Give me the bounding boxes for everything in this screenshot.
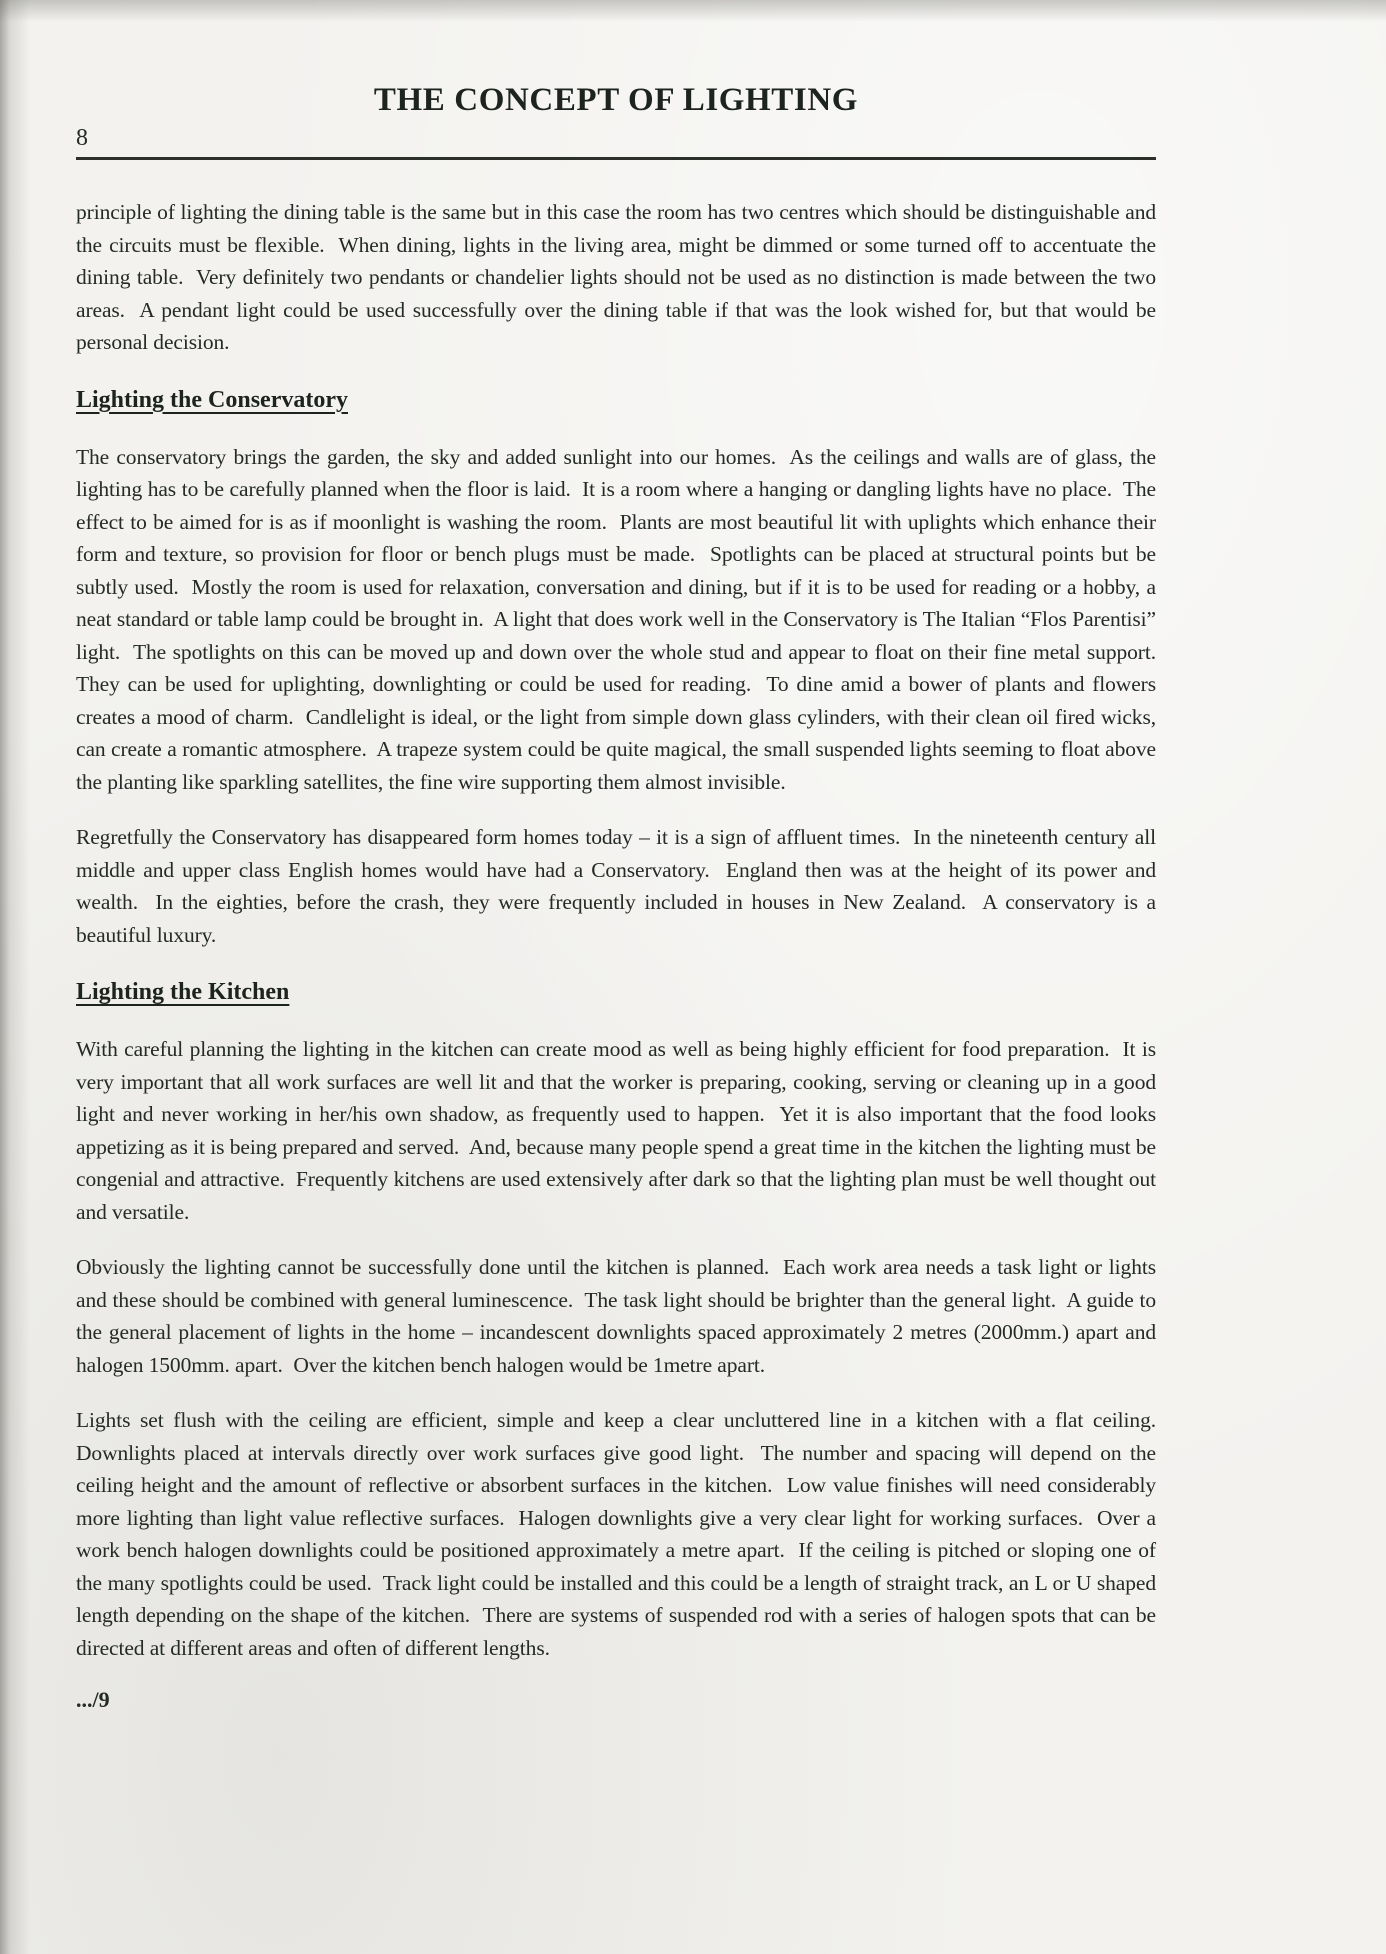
header-rule xyxy=(76,157,1156,160)
section-heading-kitchen: Lighting the Kitchen xyxy=(76,979,290,1005)
kitchen-paragraph-3: Lights set flush with the ceiling are efficient, simple and keep a clear uncluttered line in a kitchen with a flat ceiling. Downlights placed at intervals directly over work surfaces give good light. The number and spacing will depend on the ceiling height and the amount of reflective or absorbent surfaces in the kitchen. Low value finishes will need considerably more lighting than light value reflective surfaces. Halogen downlights give a very clear light for working surfaces. Over a work bench halogen downlights could be positioned approximately a metre apart. If the ceiling is pitched or sloping one of the many spotlights could be used. Track light could be installed and this could be a length of straight track, an L or U shaped length depending on the shape of the kitchen. There are systems of suspended rod with a series of halogen spots that can be directed at different areas and often of different lengths. xyxy=(76,1408,1167,1660)
conservatory-paragraph-2: Regretfully the Conservatory has disappeared form homes today – it is a sign of affluent times. In the nineteenth century all middle and upper class English homes would have had a Conservatory. England then was at the height of its power and wealth. In the eighties, before the crash, they were frequently included in houses in New Zealand. A conservatory is a beautiful luxury. xyxy=(76,825,1162,947)
document-header xyxy=(76,82,1156,160)
page-number: 8 xyxy=(76,125,88,151)
section-heading-conservatory: Lighting the Conservatory xyxy=(76,386,348,413)
scan-edge-shadow-left xyxy=(0,0,30,1954)
conservatory-paragraph-1: The conservatory brings the garden, the sky and added sunlight into our homes. As the ceilings and walls are of glass, the lighting has to be carefully planned when the floor is laid. It is a room where a hanging or dangling lights have no place. The effect to be aimed for is as if moonlight is washing the room. Plants are most beautiful lit with uplights which enhance their form and texture, so provision for floor or bench plugs must be made. Spotlights can be placed at structural points but be subtly used. Mostly the room is used for relaxation, conversation and dining, but if it is to be used for reading or a hobby, a neat standard or table lamp could be brought in. A light that does work well in the Conservatory is The Italian “Flos Parentisi” light. The spotlights on this can be moved up and down over the whole stud and appear to float on their fine metal support. They can be used for uplighting, downlighting or could be used for reading. To dine amid a bower of plants and flowers creates a mood of charm. Candlelight is ideal, or the light from simple down glass cylinders, with their clean oil fired wicks, can create a romantic atmosphere. A trapeze system could be quite magical, the small suspended lights seeming to float above the planting like sparkling satellites, the fine wire supporting them almost invisible. xyxy=(76,444,1167,794)
kitchen-paragraph-2: Obviously the lighting cannot be successfully done until the kitchen is planned. Each work area needs a task light or lights and these should be combined with general luminescence. The task light should be brighter than the general light. A guide to the general placement of lights in the home – incandescent downlights spaced approximately 2 metres (2000mm.) apart and halogen 1500mm. apart. Over the kitchen bench halogen would be 1metre apart. xyxy=(76,1255,1162,1377)
page-continuation-mark: .../9 xyxy=(76,1687,110,1712)
page-title: THE CONCEPT OF LIGHTING xyxy=(373,82,859,118)
intro-paragraph: principle of lighting the dining table is the same but in this case the room has two centres which should be distinguishable and the circuits must be flexible. When dining, lights in the living area, might be dimmed or some turned off to accentuate the dining table. Very definitely two pendants or chandelier lights should not be used as no distinction is made between the two areas. A pendant light could be used successfully over the dining table if that was the look wished for, but that would be personal decision. xyxy=(76,200,1162,354)
document-body xyxy=(76,196,1167,1713)
scan-edge-shadow-top xyxy=(0,0,1386,22)
kitchen-paragraph-1: With careful planning the lighting in the kitchen can create mood as well as being highly efficient for food preparation. It is very important that all work surfaces are well lit and that the worker is preparing, cooking, serving or cleaning up in a good light and never working in her/his own shadow, as frequently used to happen. Yet it is also important that the food looks appetizing as it is being prepared and served. And, because many people spend a great time in the kitchen the lighting must be congenial and attractive. Frequently kitchens are used extensively after dark so that the lighting plan must be well thought out and versatile. xyxy=(76,1037,1162,1224)
